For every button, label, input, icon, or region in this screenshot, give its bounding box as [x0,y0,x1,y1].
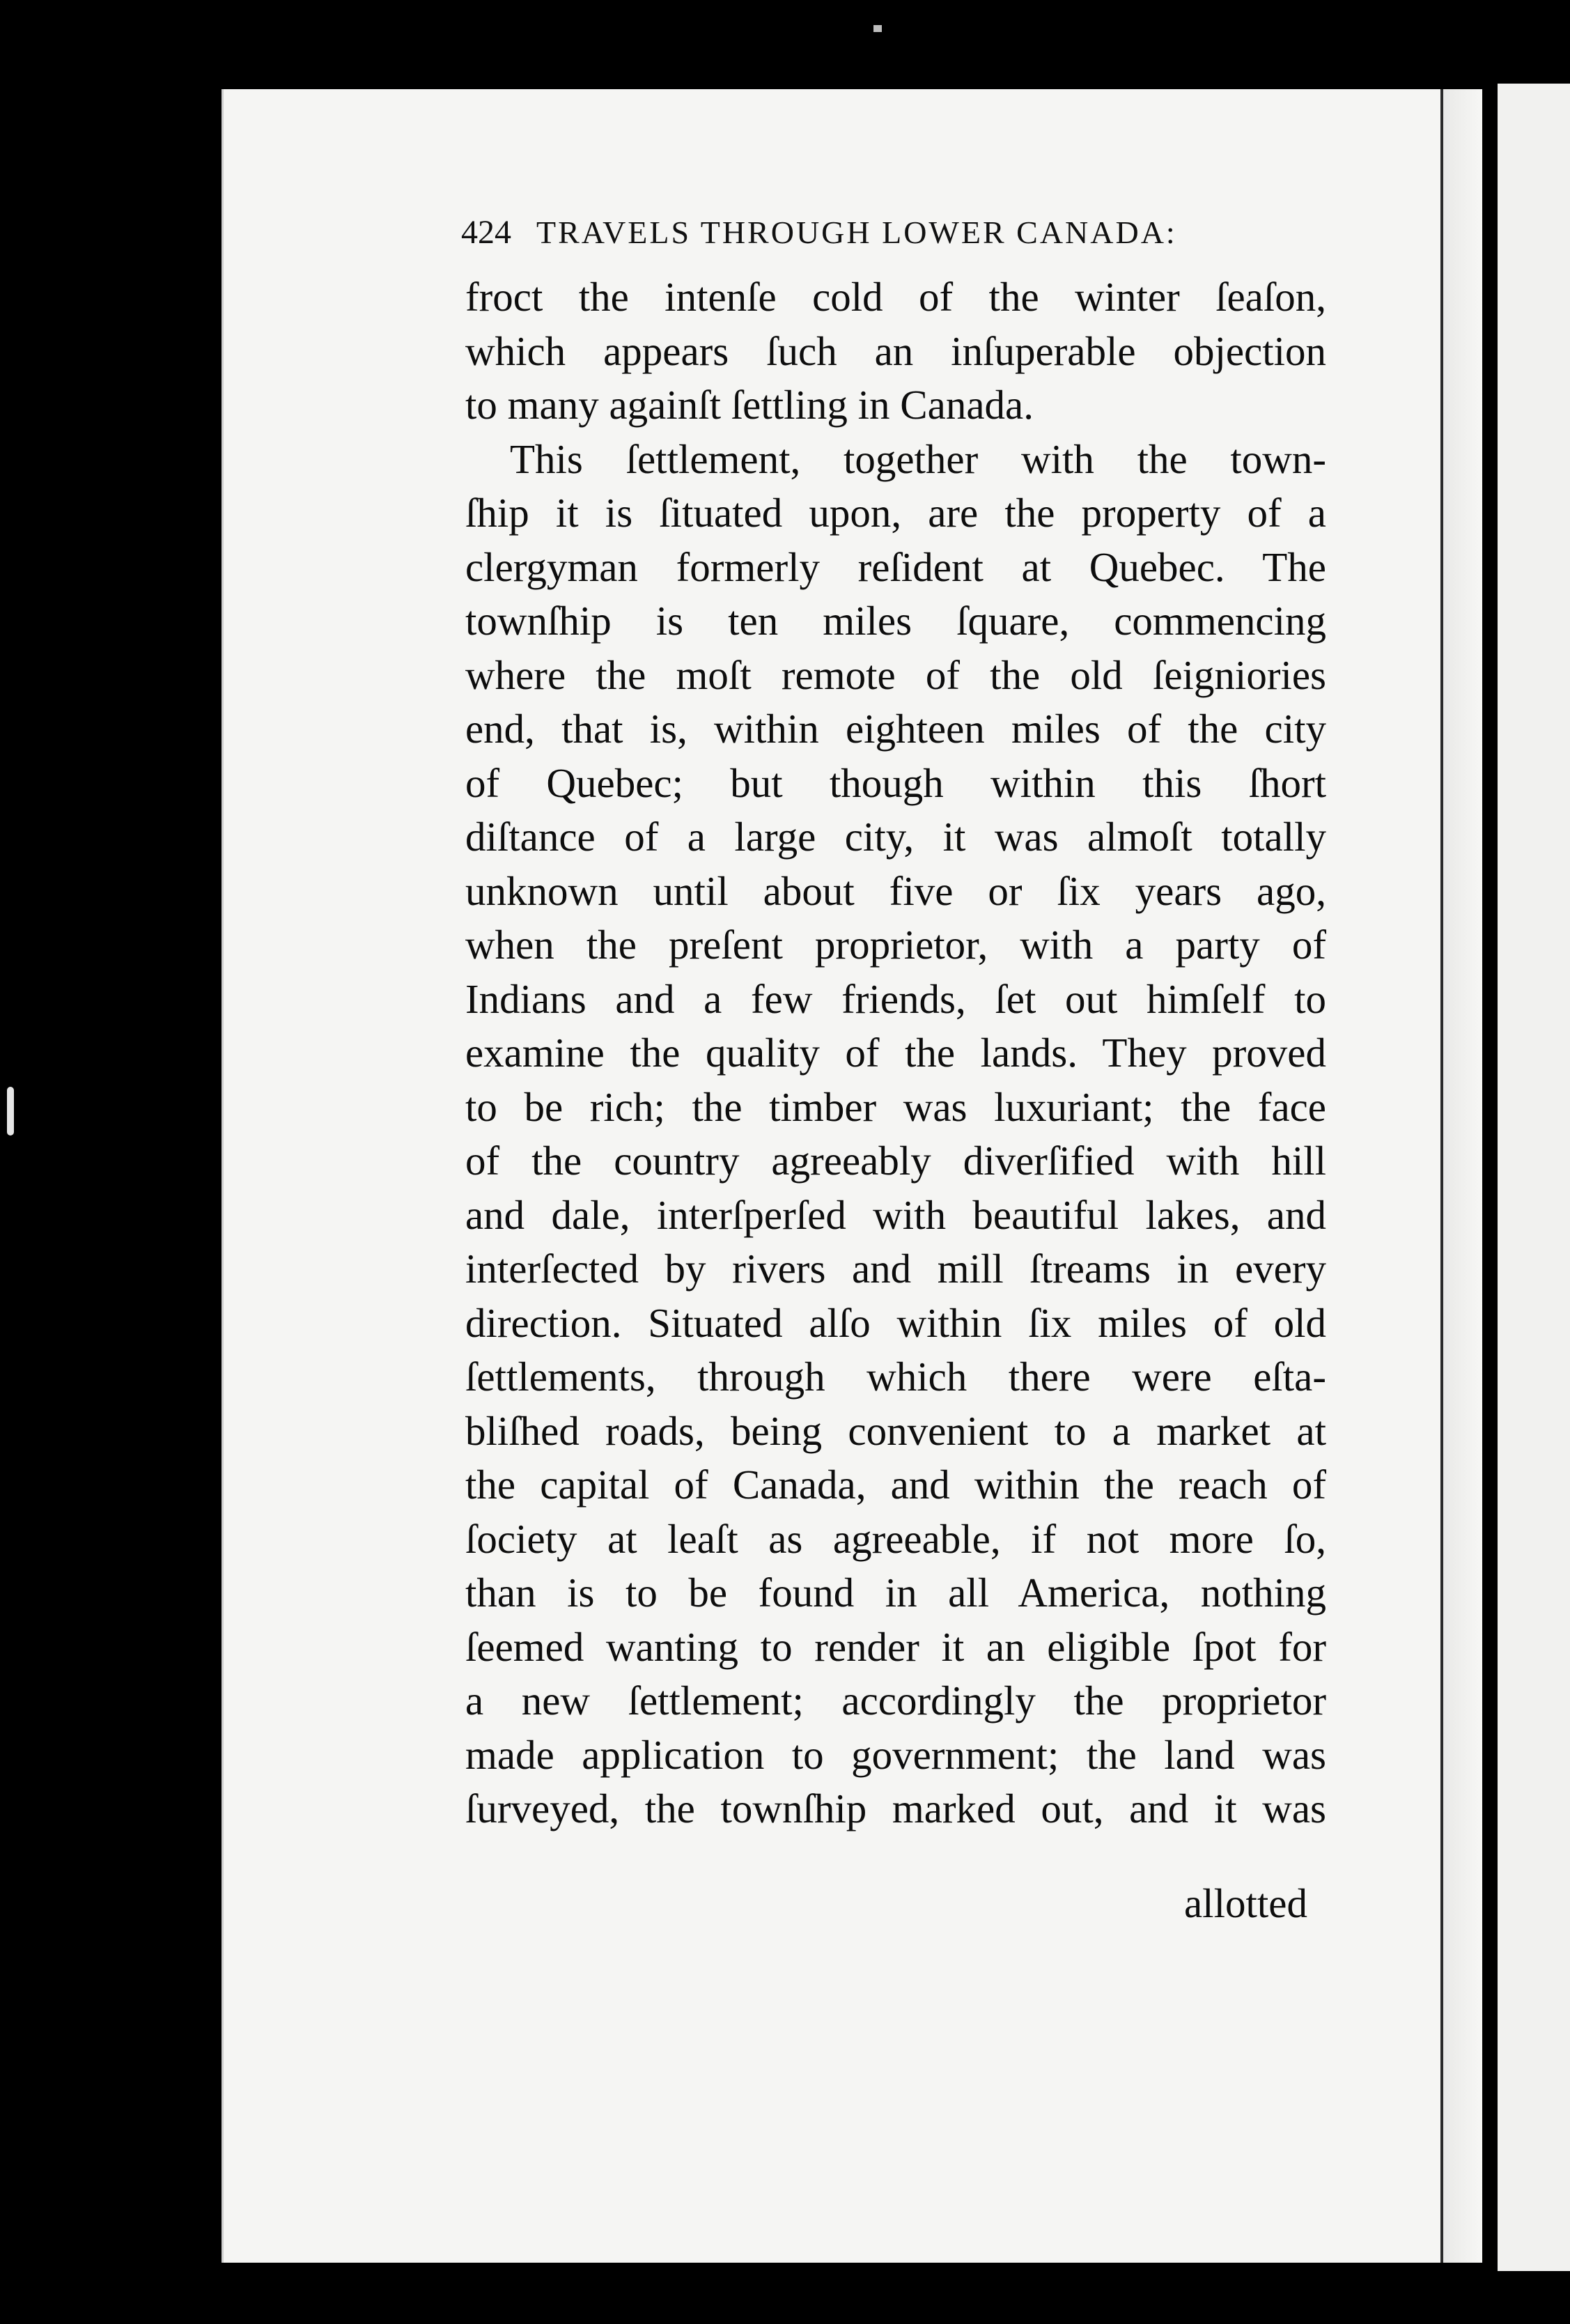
text-line: to many againſt ſettling in Canada. [465,382,1034,428]
body-text [465,270,1326,1836]
catchword: allotted [1184,1880,1307,1926]
margin-mark [7,1087,14,1136]
text-line: to be rich; the timber was luxuriant; the face [465,1083,1326,1130]
text-line: bliſhed roads, being convenient to a market at [465,1407,1326,1454]
text-line: direction. Situated alſo within ſix miles of old [465,1299,1326,1346]
page-gutter [1440,89,1482,2263]
text-line: ſeemed wanting to render it an eligible ſpot for [465,1623,1326,1670]
text-line: Indians and a few friends, ſet out himſelf to [465,975,1326,1022]
text-line: examine the quality of the lands. They proved [465,1030,1326,1076]
text-line: ſhip it is ſituated upon, are the property of a [465,490,1326,536]
text-line: than is to be found in all America, nothing [465,1570,1326,1616]
text-line: This ſettlement, together with the town- [510,435,1326,482]
text-line: made application to government; the land was [465,1731,1326,1778]
text-line: of the country agreeably diverſified with hill [465,1138,1326,1184]
text-line: which appears ſuch an inſuperable objection [465,327,1326,374]
text-line: when the preſent proprietor, with a party of [465,922,1326,968]
text-line: end, that is, within eighteen miles of the city [465,706,1326,752]
text-line: where the moſt remote of the old ſeigniories [465,651,1326,698]
page-number: 424 [461,214,511,251]
text-line: ſurveyed, the townſhip marked out, and it was [465,1785,1326,1831]
text-line: and dale, interſperſed with beautiful lakes, and [465,1191,1326,1238]
text-line: a new ſettlement; accordingly the proprietor [465,1678,1326,1723]
text-line: of Quebec; but though within this ſhort [465,759,1326,806]
running-title: TRAVELS THROUGH LOWER CANADA: [536,215,1177,250]
text-line: diſtance of a large city, it was almoſt totally [465,814,1326,860]
text-line: interſected by rivers and mill ſtreams in every [465,1246,1326,1292]
facing-page-edge [1498,84,1570,2271]
text-line: ſociety at leaſt as agreeable, if not more ſo, [465,1515,1326,1562]
text-line: unknown until about five or ſix years ago, [465,867,1326,914]
text-line: ſettlements, through which there were eſta- [465,1354,1326,1400]
text-line: townſhip is ten miles ſquare, commencing [465,598,1326,644]
text-line: the capital of Canada, and within the reach of [465,1462,1326,1508]
running-head [461,213,1325,259]
text-line: froct the intenſe cold of the winter ſeaſon, [465,274,1326,320]
text-line: clergyman formerly reſident at Quebec. The [465,543,1326,590]
scan-mark [873,25,882,32]
